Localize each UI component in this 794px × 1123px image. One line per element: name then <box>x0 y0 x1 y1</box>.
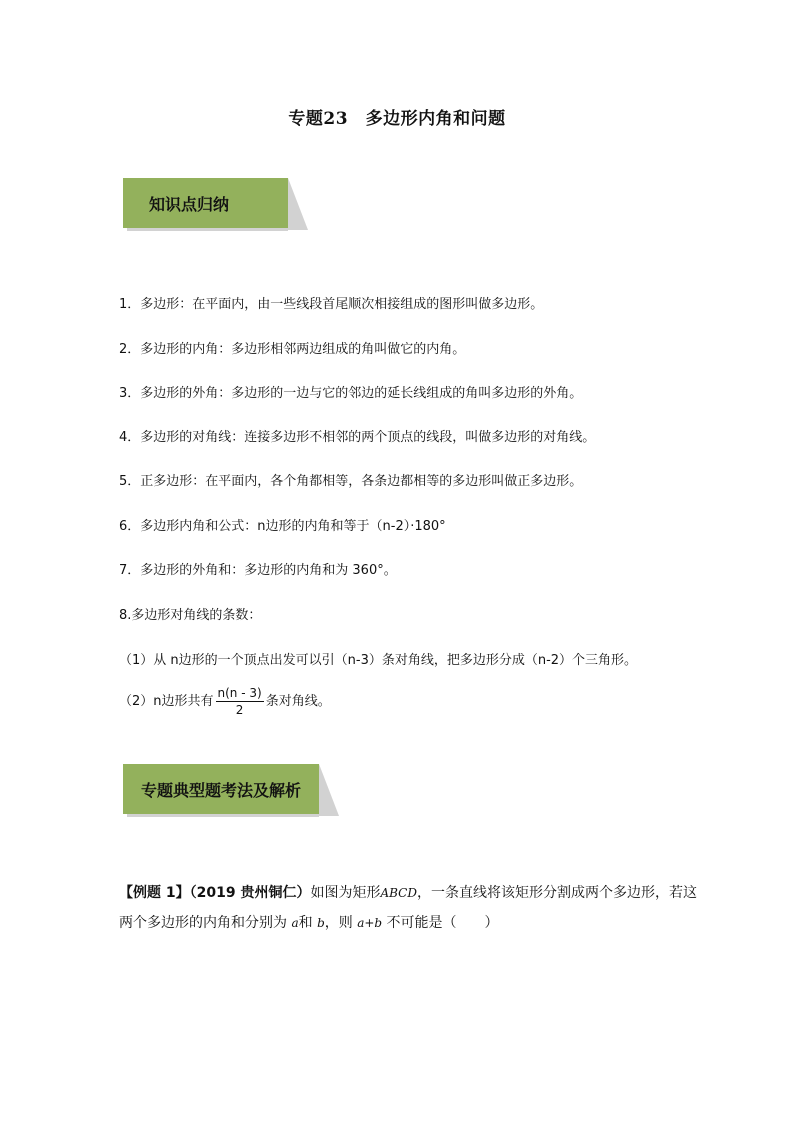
banner-shadow <box>319 764 339 816</box>
example-text: 如图为矩形 <box>310 885 381 901</box>
variable-b: b <box>317 916 325 930</box>
point-3: 3．多边形的外角：多边形的一边与它的邻边的延长线组成的角叫多边形的外角。 <box>119 386 583 401</box>
example-1-line-1 <box>119 882 697 902</box>
example-tag: 【例题 1】 <box>119 885 190 901</box>
sum-expression: a+b <box>357 916 383 930</box>
point-4: 4．多边形的对角线：连接多边形不相邻的两个顶点的线段，叫做多边形的对角线。 <box>119 430 596 445</box>
banner-shadow-bottom <box>127 814 319 817</box>
point-1: 1．多边形：在平面内，由一些线段首尾顺次相接组成的图形叫做多边形。 <box>119 297 544 312</box>
example-text: 和 <box>298 915 313 931</box>
sub-point-2 <box>119 686 331 717</box>
banner-shadow <box>288 178 308 230</box>
point-8: 8.多边形对角线的条数： <box>119 608 262 623</box>
example-text: 不可能是（ ） <box>386 915 499 931</box>
banner-shadow-bottom <box>127 228 288 231</box>
point-2: 2．多边形的内角：多边形相邻两边组成的角叫做它的内角。 <box>119 342 466 357</box>
page-title: 专题23 多边形内角和问题 <box>288 109 506 129</box>
point-5: 5．正多边形：在平面内，各个角都相等，各条边都相等的多边形叫做正多边形。 <box>119 474 583 489</box>
sub-point-1: （1）从 n边形的一个顶点出发可以引（n-3）条对角线，把多边形分成（n-2）个三角形。 <box>119 653 638 668</box>
example-text: ，一条直线将该矩形分割成两个多边形，若这 <box>416 885 697 901</box>
section-banner-label: 知识点归纳 <box>123 178 288 228</box>
sub-point-2-prefix: （2）n边形共有 <box>119 694 214 709</box>
example-text: ，则 <box>324 915 353 931</box>
example-text: 两个多边形的内角和分别为 <box>119 915 287 931</box>
example-source: （2019 贵州铜仁） <box>189 885 311 901</box>
sub-point-2-suffix: 条对角线。 <box>265 694 331 709</box>
diagonal-count-fraction <box>216 686 264 717</box>
section-banner-label: 专题典型题考法及解析 <box>123 764 319 814</box>
variable-a: a <box>291 916 299 930</box>
fraction-denominator: 2 <box>235 703 244 717</box>
point-6: 6．多边形内角和公式：n边形的内角和等于（n-2）·180° <box>119 519 446 534</box>
point-7: 7．多边形的外角和：多边形的内角和为 360°。 <box>119 563 397 578</box>
example-1-line-2 <box>119 912 499 932</box>
fraction-numerator: n(n - 3) <box>217 686 262 700</box>
rectangle-name: ABCD <box>380 886 417 900</box>
